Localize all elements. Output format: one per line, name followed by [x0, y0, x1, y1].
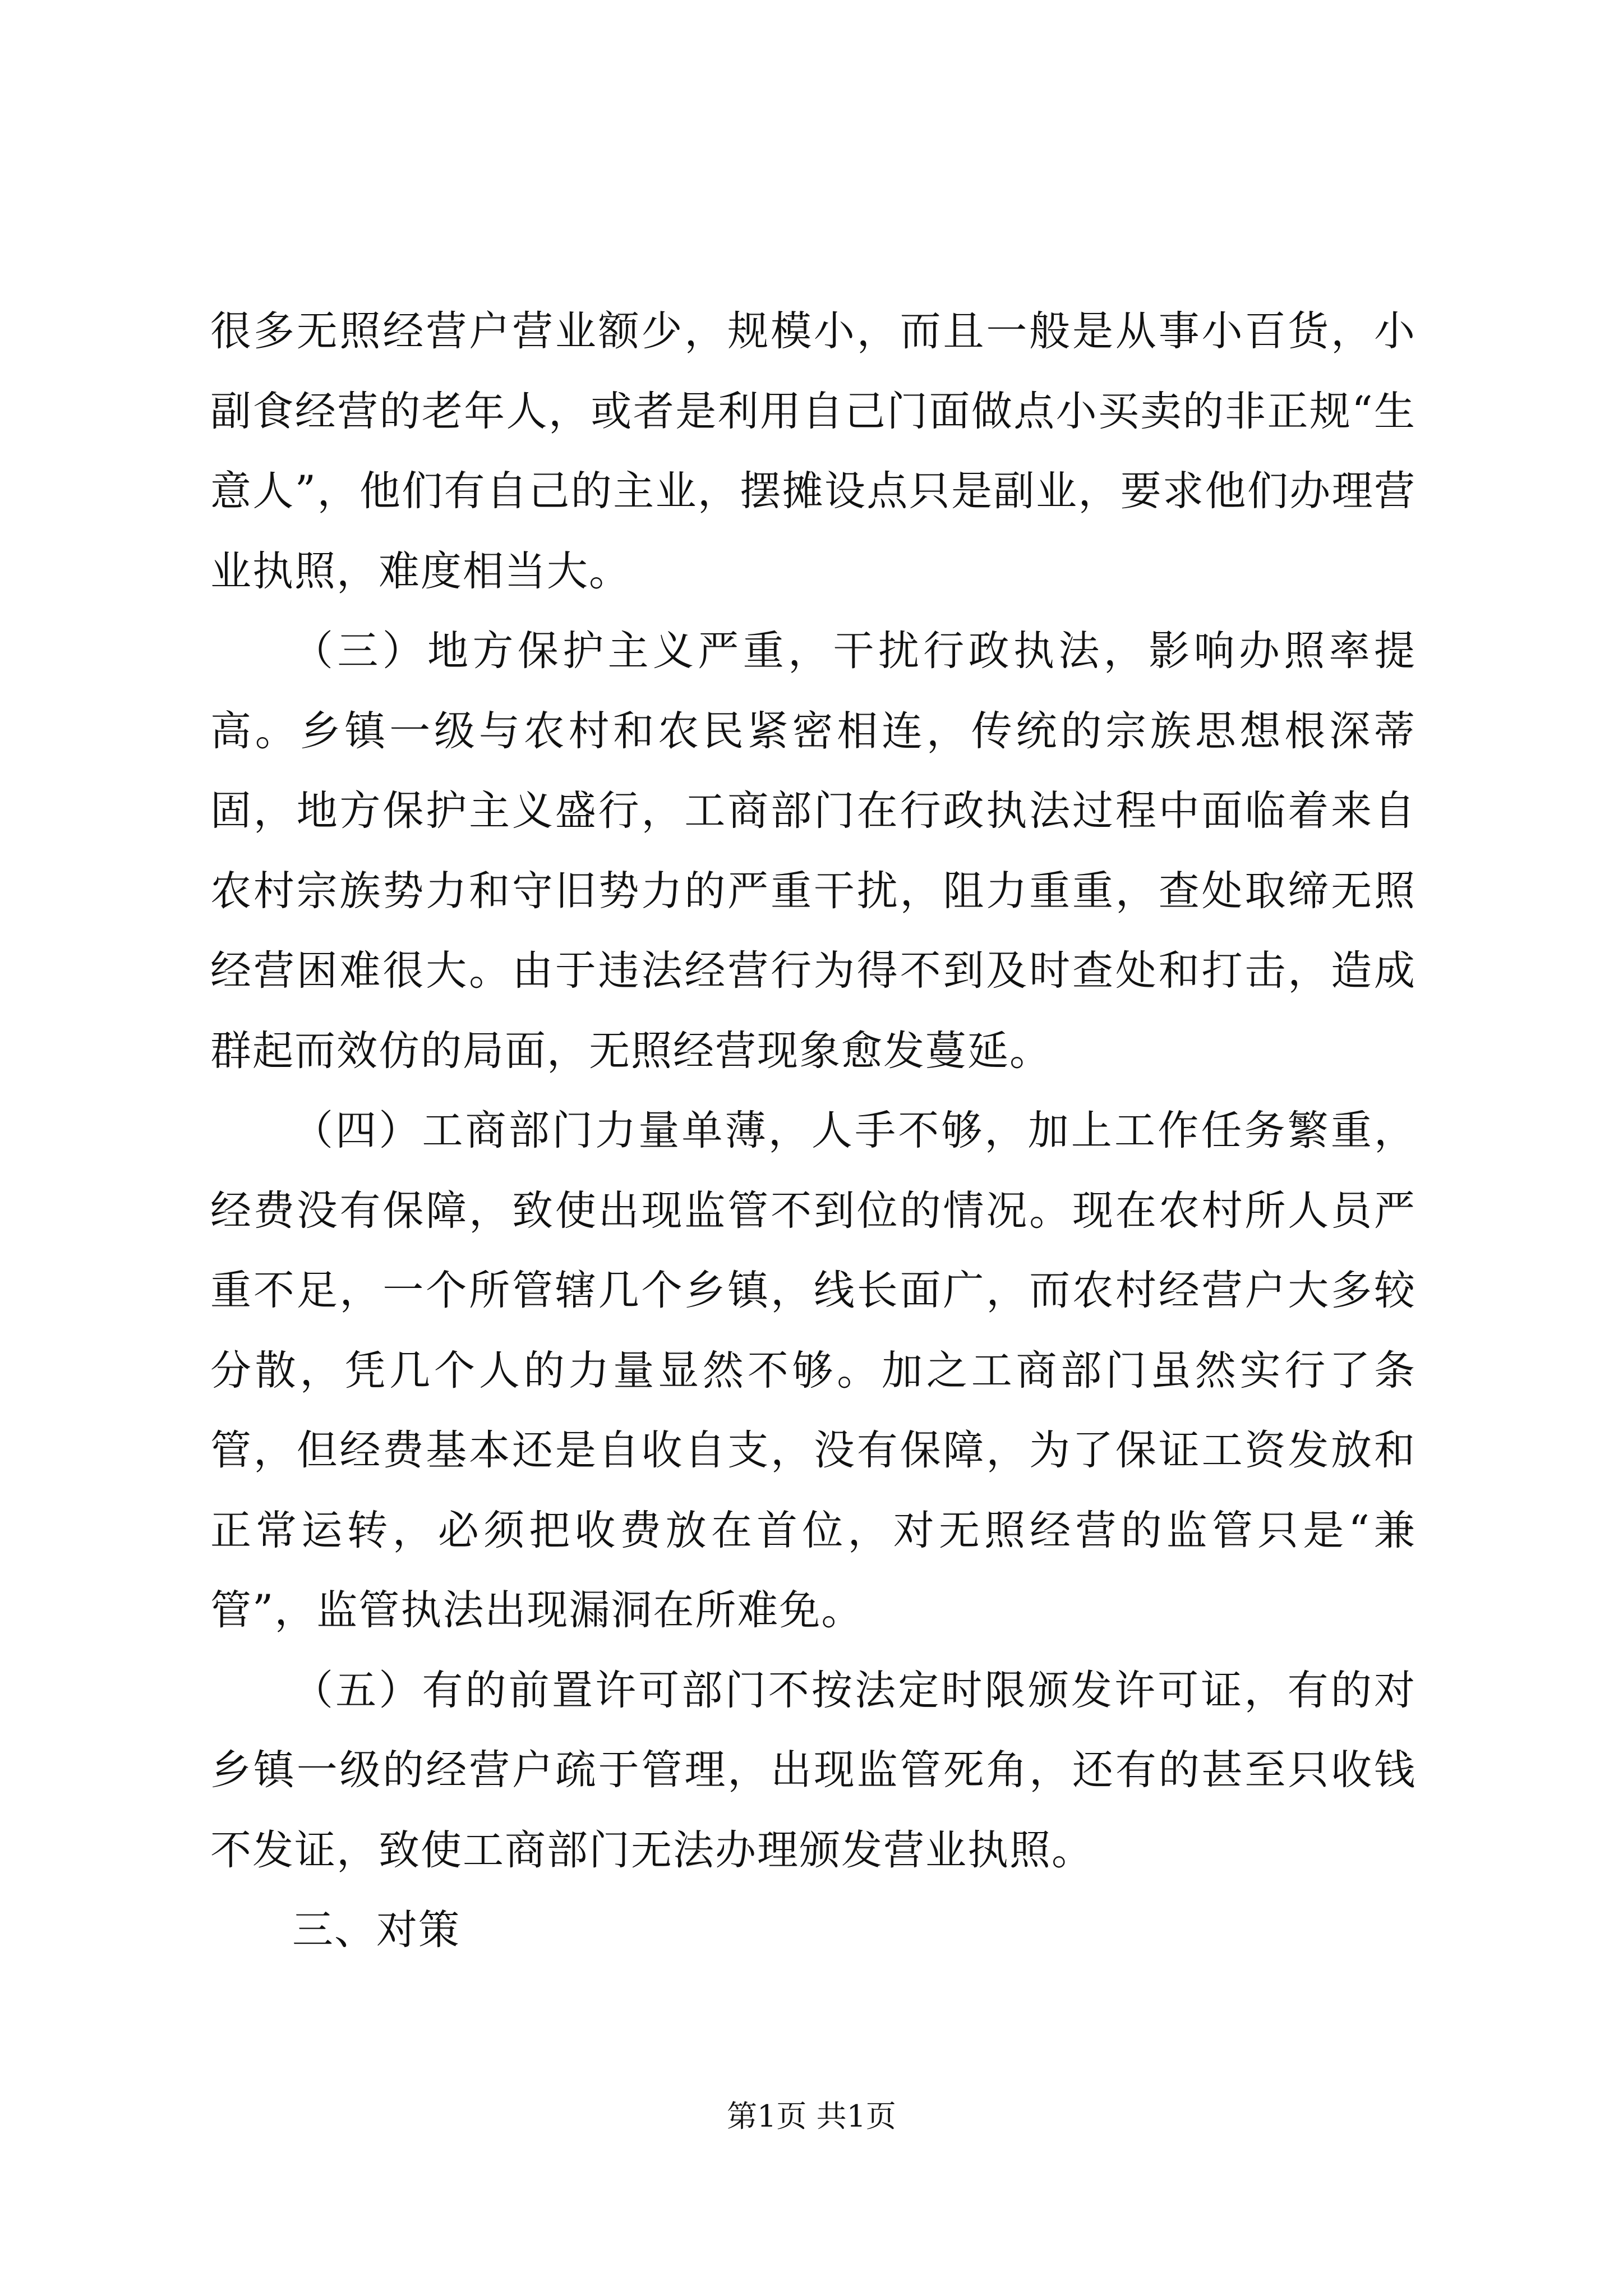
document-body — [210, 292, 1416, 1971]
paragraph-section-3: （三）地方保护主义严重，干扰行政执法，影响办照率提高。乡镇一级与农村和农民紧密相连，传统的宗族思想根深蒂固，地方保护主义盛行，工商部门在行政执法过程中面临着来自农村宗族势力和守旧势力的严重干扰，阻力重重，查处取缔无照经营困难很大。由于违法经营行为得不到及时查处和打击，造成群起而效仿的局面，无照经营现象愈发蔓延。 — [210, 627, 1416, 1075]
page-footer: 第1页 共1页 — [727, 2099, 896, 2134]
paragraph-continuation: 很多无照经营户营业额少，规模小，而且一般是从事小百货，小副食经营的老年人，或者是利用自己门面做点小买卖的非正规“生意人”，他们有自己的主业，摆摊设点只是副业，要求他们办理营业执照，难度相当大。 — [210, 307, 1416, 595]
paragraph-section-5: （五）有的前置许可部门不按法定时限颁发许可证，有的对乡镇一级的经营户疏于管理，出现监管死角，还有的甚至只收钱不发证，致使工商部门无法办理颁发营业执照。 — [210, 1666, 1416, 1874]
heading-countermeasures: 三、对策 — [292, 1906, 460, 1954]
paragraph-section-4: （四）工商部门力量单薄，人手不够，加上工作任务繁重，经费没有保障，致使出现监管不到位的情况。现在农村所人员严重不足，一个所管辖几个乡镇，线长面广，而农村经营户大多较分散，凭几个人的力量显然不够。加之工商部门虽然实行了条管，但经费基本还是自收自支，没有保障，为了保证工资发放和正常运转，必须把收费放在首位，对无照经营的监管只是“兼管”，监管执法出现漏洞在所难免。 — [210, 1107, 1416, 1634]
